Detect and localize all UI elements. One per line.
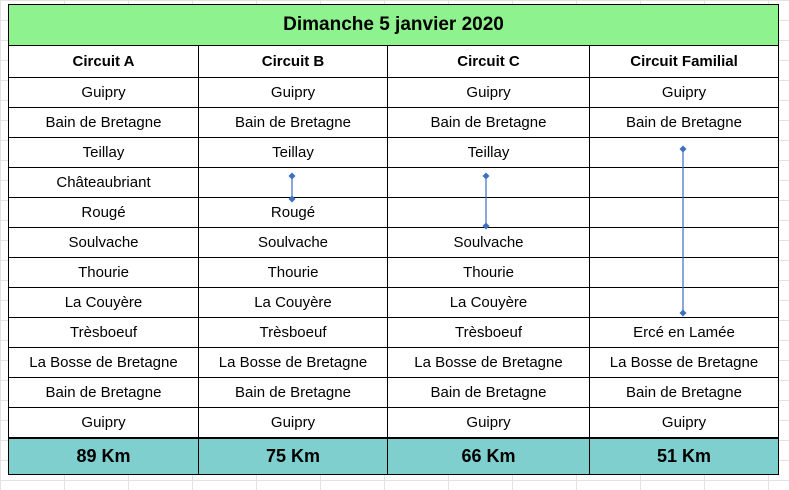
total-circuit-b[interactable]: 75 Km <box>199 438 388 475</box>
table-row <box>9 198 779 228</box>
table-row <box>9 288 779 318</box>
circuits-table <box>8 4 779 475</box>
cell[interactable] <box>388 198 590 228</box>
cell[interactable]: Thourie <box>388 258 590 288</box>
cell[interactable]: Ercé en Lamée <box>590 318 779 348</box>
header-circuit-a[interactable]: Circuit A <box>9 46 199 78</box>
total-circuit-familial[interactable]: 51 Km <box>590 438 779 475</box>
cell[interactable]: Soulvache <box>388 228 590 258</box>
cell[interactable]: La Bosse de Bretagne <box>590 348 779 378</box>
cell[interactable]: Guipry <box>199 408 388 439</box>
header-circuit-b[interactable]: Circuit B <box>199 46 388 78</box>
cell[interactable]: Soulvache <box>199 228 388 258</box>
cell[interactable]: Guipry <box>388 78 590 108</box>
cell[interactable]: Thourie <box>9 258 199 288</box>
cell[interactable]: Guipry <box>590 408 779 439</box>
cell[interactable]: Trèsboeuf <box>9 318 199 348</box>
cell[interactable]: Bain de Bretagne <box>9 378 199 408</box>
cell[interactable]: Guipry <box>199 78 388 108</box>
table-row <box>9 108 779 138</box>
table-row <box>9 78 779 108</box>
total-circuit-a[interactable]: 89 Km <box>9 438 199 475</box>
cell[interactable]: Guipry <box>590 78 779 108</box>
cell[interactable]: Châteaubriant <box>9 168 199 198</box>
table-row <box>9 378 779 408</box>
cell[interactable] <box>590 168 779 198</box>
cell[interactable]: Bain de Bretagne <box>590 108 779 138</box>
cell[interactable]: La Couyère <box>199 288 388 318</box>
cell[interactable]: Bain de Bretagne <box>388 378 590 408</box>
cell[interactable] <box>590 198 779 228</box>
cell[interactable]: Teillay <box>388 138 590 168</box>
table-title[interactable]: Dimanche 5 janvier 2020 <box>9 5 779 46</box>
header-circuit-familial[interactable]: Circuit Familial <box>590 46 779 78</box>
cell[interactable]: La Bosse de Bretagne <box>388 348 590 378</box>
cell[interactable]: Trèsboeuf <box>199 318 388 348</box>
table-row <box>9 348 779 378</box>
cell[interactable]: Bain de Bretagne <box>9 108 199 138</box>
table-row <box>9 318 779 348</box>
cell[interactable]: Trèsboeuf <box>388 318 590 348</box>
cell[interactable] <box>590 288 779 318</box>
cell[interactable]: Bain de Bretagne <box>388 108 590 138</box>
cell[interactable]: Bain de Bretagne <box>590 378 779 408</box>
cell[interactable]: Teillay <box>199 138 388 168</box>
cell[interactable]: La Couyère <box>388 288 590 318</box>
cell[interactable]: Thourie <box>199 258 388 288</box>
cell[interactable]: Guipry <box>9 78 199 108</box>
cell[interactable] <box>199 168 388 198</box>
table-row <box>9 168 779 198</box>
cell[interactable] <box>590 258 779 288</box>
total-circuit-c[interactable]: 66 Km <box>388 438 590 475</box>
cell[interactable]: Bain de Bretagne <box>199 108 388 138</box>
cell[interactable] <box>388 168 590 198</box>
cell[interactable]: Rougé <box>199 198 388 228</box>
cell[interactable]: Rougé <box>9 198 199 228</box>
cell[interactable]: La Bosse de Bretagne <box>9 348 199 378</box>
cell[interactable]: Teillay <box>9 138 199 168</box>
cell[interactable]: La Bosse de Bretagne <box>199 348 388 378</box>
table-row <box>9 258 779 288</box>
table-row <box>9 138 779 168</box>
cell[interactable]: La Couyère <box>9 288 199 318</box>
cell[interactable] <box>590 138 779 168</box>
cell[interactable]: Soulvache <box>9 228 199 258</box>
header-circuit-c[interactable]: Circuit C <box>388 46 590 78</box>
cell[interactable]: Guipry <box>9 408 199 439</box>
cell[interactable]: Guipry <box>388 408 590 439</box>
table-row <box>9 228 779 258</box>
cell[interactable]: Bain de Bretagne <box>199 378 388 408</box>
table-row <box>9 408 779 439</box>
cell[interactable] <box>590 228 779 258</box>
